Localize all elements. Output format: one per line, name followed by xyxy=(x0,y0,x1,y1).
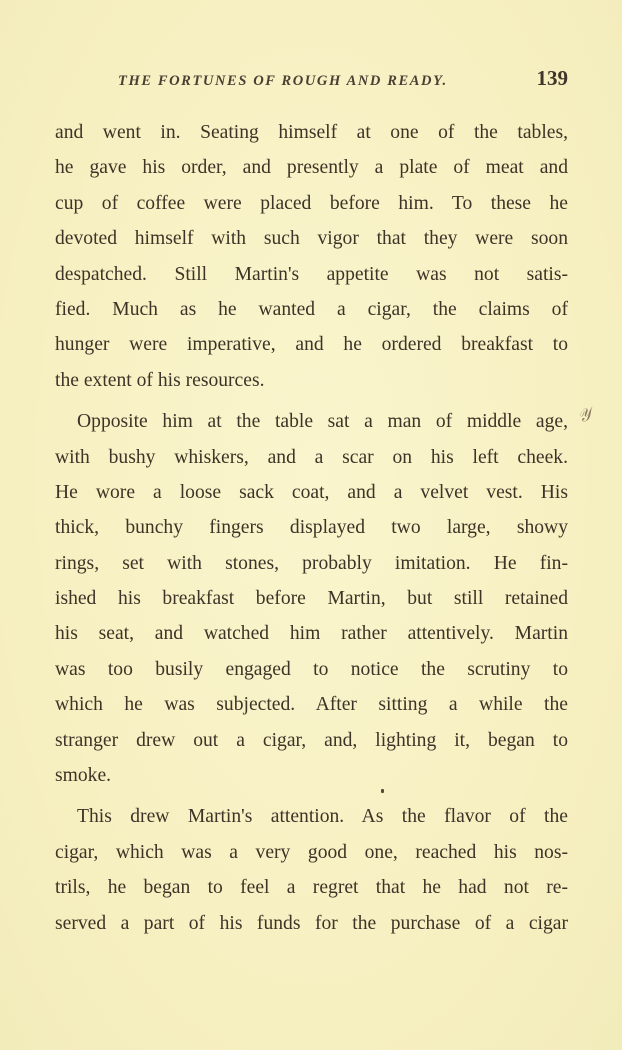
running-head xyxy=(118,66,568,92)
text-line: ished his breakfast before Martin, but still retained xyxy=(55,588,568,610)
text-line: which he was subjected. After sitting a while the xyxy=(55,694,568,716)
text-line: was too busily engaged to notice the scrutiny to xyxy=(55,658,568,680)
margin-mark: 𝒴 xyxy=(574,404,595,428)
ink-speck xyxy=(381,789,384,793)
text-line: hunger were imperative, and he ordered breakfast to xyxy=(55,334,568,356)
text-line: and went in. Seating himself at one of the tables, xyxy=(55,122,568,143)
text-line: with bushy whiskers, and a scar on his left cheek. xyxy=(55,446,568,468)
text-line: thick, bunchy fingers displayed two large, showy xyxy=(55,517,568,539)
paragraph-2 xyxy=(55,404,568,793)
text-line: he gave his order, and presently a plate of meat and xyxy=(55,157,568,179)
text-line: cup of coffee were placed before him. To these he xyxy=(55,192,568,214)
text-line: stranger drew out a cigar, and, lighting it, began to xyxy=(55,729,568,751)
page-number: 139 xyxy=(536,66,568,90)
paragraph-3 xyxy=(55,799,568,941)
text-line: his seat, and watched him rather attentively. Martin xyxy=(55,623,568,645)
running-title: THE FORTUNES OF ROUGH AND READY. xyxy=(118,73,448,89)
text-line: fied. Much as he wanted a cigar, the claims of xyxy=(55,298,568,320)
text-line: Opposite him at the table sat a man of middle age, xyxy=(77,411,568,433)
body-text xyxy=(55,115,568,941)
text-line: rings, set with stones, probably imitation. He fin- xyxy=(55,552,568,574)
text-line: devoted himself with such vigor that they were soon xyxy=(55,228,568,250)
text-line: smoke. xyxy=(55,765,112,787)
text-line: trils, he began to feel a regret that he had not re- xyxy=(55,877,568,899)
text-line: served a part of his funds for the purchase of a cigar xyxy=(55,912,568,934)
text-line: He wore a loose sack coat, and a velvet vest. His xyxy=(55,481,568,503)
text-line: This drew Martin's attention. As the flavor of the xyxy=(77,806,568,828)
text-line: the extent of his resources. xyxy=(55,369,265,391)
text-line: cigar, which was a very good one, reached his nos- xyxy=(55,841,568,863)
paragraph-1 xyxy=(55,115,568,398)
text-line: despatched. Still Martin's appetite was not satis- xyxy=(55,263,568,285)
